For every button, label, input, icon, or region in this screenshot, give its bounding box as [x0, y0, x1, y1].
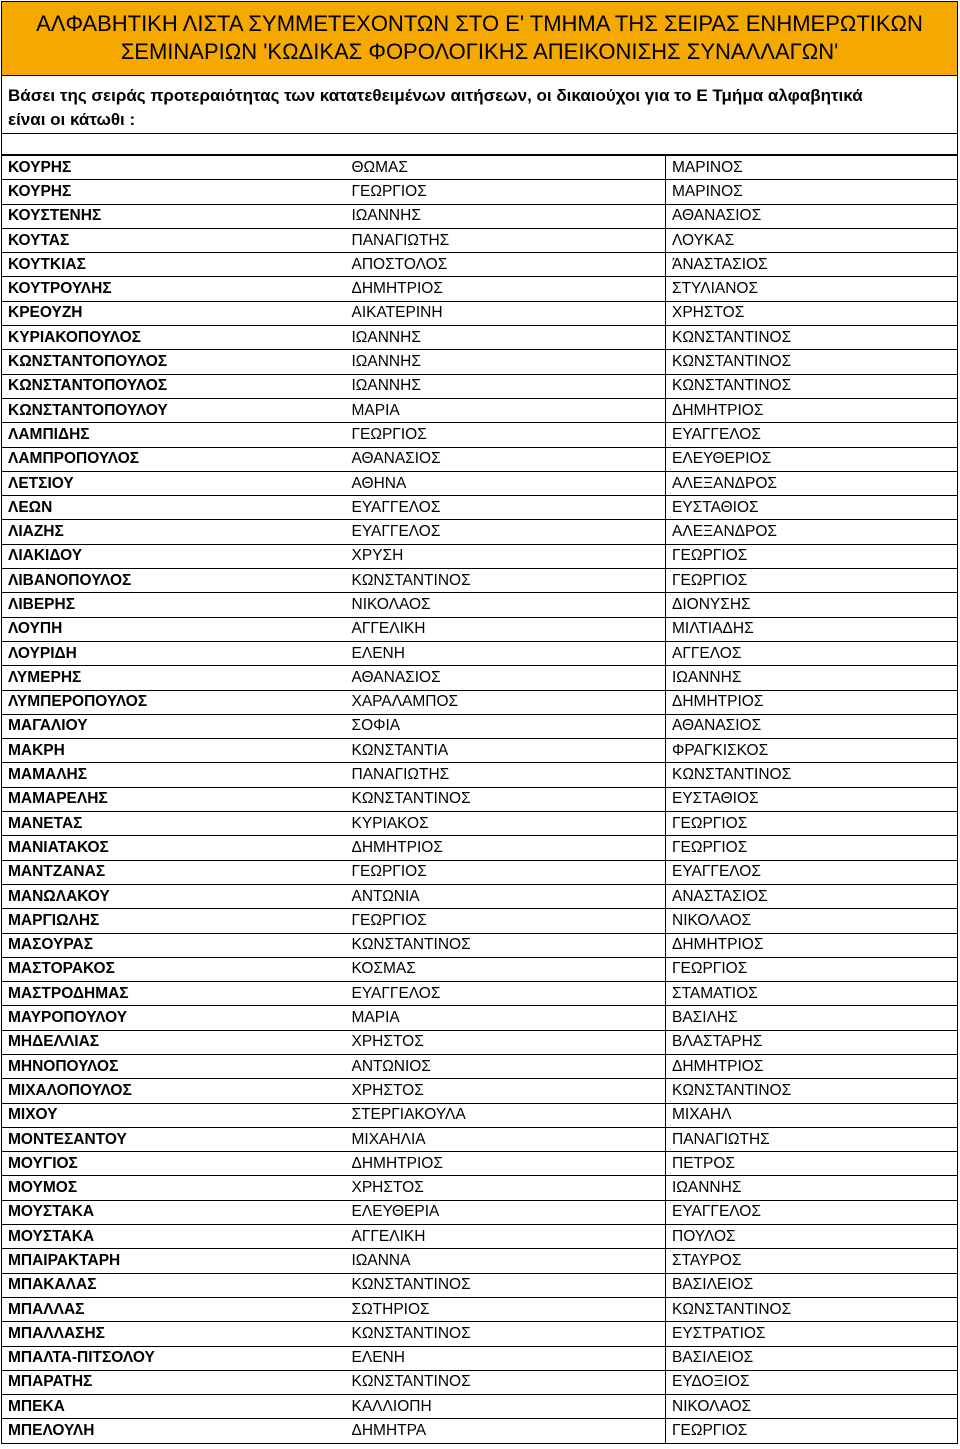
first-name-cell: ΧΡΗΣΤΟΣ — [346, 1030, 666, 1054]
surname-cell: ΜΑΓΑΛΙΟΥ — [2, 714, 346, 738]
father-name-cell: ΕΥΣΤΑΘΙΟΣ — [666, 496, 958, 520]
table-row — [2, 690, 958, 714]
father-name-cell: ΒΑΣΙΛΕΙΟΣ — [666, 1346, 958, 1370]
father-name-cell: ΕΥΑΓΓΕΛΟΣ — [666, 860, 958, 884]
table-row — [2, 1249, 958, 1273]
surname-cell: ΜΟΥΓΙΟΣ — [2, 1152, 346, 1176]
first-name-cell: ΚΩΝΣΤΑΝΤΙΝΟΣ — [346, 1370, 666, 1394]
table-row — [2, 471, 958, 495]
first-name-cell: ΧΑΡΑΛΑΜΠΟΣ — [346, 690, 666, 714]
surname-cell: ΛΙΑΖΗΣ — [2, 520, 346, 544]
table-row — [2, 1200, 958, 1224]
surname-cell: ΚΟΥΤΚΙΑΣ — [2, 253, 346, 277]
first-name-cell: ΑΝΤΩΝΙΑ — [346, 884, 666, 908]
table-row — [2, 277, 958, 301]
empty-row — [1, 134, 958, 155]
first-name-cell: ΑΝΤΩΝΙΟΣ — [346, 1054, 666, 1078]
table-row — [2, 1176, 958, 1200]
father-name-cell: ΣΤΑΥΡΟΣ — [666, 1249, 958, 1273]
surname-cell: ΜΟΥΣΤΑΚΑ — [2, 1225, 346, 1249]
table-row — [2, 350, 958, 374]
first-name-cell: ΠΑΝΑΓΙΩΤΗΣ — [346, 763, 666, 787]
first-name-cell: ΕΛΕΝΗ — [346, 1346, 666, 1370]
surname-cell: ΜΟΥΣΤΑΚΑ — [2, 1200, 346, 1224]
table-row — [2, 982, 958, 1006]
table-row — [2, 763, 958, 787]
surname-cell: ΛΕΩΝ — [2, 496, 346, 520]
first-name-cell: ΧΡΗΣΤΟΣ — [346, 1176, 666, 1200]
surname-cell: ΜΑΝΩΛΑΚΟΥ — [2, 884, 346, 908]
title-line-2: ΣΕΜΙΝΑΡΙΩΝ 'ΚΩΔΙΚΑΣ ΦΟΡΟΛΟΓΙΚΗΣ ΑΠΕΙΚΟΝΙΣΗΣ ΣΥΝΑΛΛΑΓΩΝ' — [120, 39, 839, 64]
first-name-cell: ΑΘΑΝΑΣΙΟΣ — [346, 666, 666, 690]
table-row — [2, 884, 958, 908]
table-row — [2, 423, 958, 447]
father-name-cell: ΔΗΜΗΤΡΙΟΣ — [666, 398, 958, 422]
father-name-cell: ΣΤΥΛΙΑΝΟΣ — [666, 277, 958, 301]
father-name-cell: ΓΕΩΡΓΙΟΣ — [666, 836, 958, 860]
surname-cell: ΜΑΝΤΖΑΝΑΣ — [2, 860, 346, 884]
first-name-cell: ΣΤΕΡΓΙΑΚΟΥΛΑ — [346, 1103, 666, 1127]
first-name-cell: ΣΟΦΙΑ — [346, 714, 666, 738]
first-name-cell: ΙΩΑΝΝΗΣ — [346, 374, 666, 398]
table-row — [2, 326, 958, 350]
table-row — [2, 1030, 958, 1054]
surname-cell: ΜΠΑΙΡΑΚΤΑΡΗ — [2, 1249, 346, 1273]
father-name-cell: ΜΑΡΙΝΟΣ — [666, 156, 958, 180]
surname-cell: ΚΩΝΣΤΑΝΤΟΠΟΥΛΟΥ — [2, 398, 346, 422]
first-name-cell: ΕΥΑΓΓΕΛΟΣ — [346, 520, 666, 544]
table-row — [2, 228, 958, 252]
father-name-cell: ΔΙΟΝΥΣΗΣ — [666, 593, 958, 617]
first-name-cell: ΓΕΩΡΓΙΟΣ — [346, 909, 666, 933]
surname-cell: ΜΠΑΛΛΑΣ — [2, 1297, 346, 1321]
father-name-cell: ΓΕΩΡΓΙΟΣ — [666, 569, 958, 593]
first-name-cell: ΕΥΑΓΓΕΛΟΣ — [346, 982, 666, 1006]
table-row — [2, 398, 958, 422]
table-row — [2, 520, 958, 544]
surname-cell: ΜΑΜΑΡΕΛΗΣ — [2, 787, 346, 811]
surname-cell: ΜΑΡΓΙΩΛΗΣ — [2, 909, 346, 933]
father-name-cell: ΓΕΩΡΓΙΟΣ — [666, 1419, 958, 1443]
father-name-cell: ΒΛΑΣΤΑΡΗΣ — [666, 1030, 958, 1054]
table-row — [2, 739, 958, 763]
first-name-cell: ΙΩΑΝΝΗΣ — [346, 204, 666, 228]
father-name-cell: ΔΗΜΗΤΡΙΟΣ — [666, 1054, 958, 1078]
first-name-cell: ΑΘΑΝΑΣΙΟΣ — [346, 447, 666, 471]
surname-cell: ΚΥΡΙΑΚΟΠΟΥΛΟΣ — [2, 326, 346, 350]
surname-cell: ΚΩΝΣΤΑΝΤΟΠΟΥΛΟΣ — [2, 374, 346, 398]
surname-cell: ΜΠΑΛΛΑΣΗΣ — [2, 1322, 346, 1346]
table-row — [2, 156, 958, 180]
father-name-cell: ΓΕΩΡΓΙΟΣ — [666, 957, 958, 981]
intro-text — [1, 76, 958, 134]
father-name-cell: ΕΥΔΟΞΙΟΣ — [666, 1370, 958, 1394]
first-name-cell: ΚΥΡΙΑΚΟΣ — [346, 812, 666, 836]
surname-cell: ΚΟΥΤΡΟΥΛΗΣ — [2, 277, 346, 301]
first-name-cell: ΚΩΝΣΤΑΝΤΙΝΟΣ — [346, 569, 666, 593]
table-row — [2, 933, 958, 957]
table-row — [2, 1127, 958, 1151]
father-name-cell: ΧΡΗΣΤΟΣ — [666, 301, 958, 325]
father-name-cell: ΦΡΑΓΚΙΣΚΟΣ — [666, 739, 958, 763]
table-row — [2, 1079, 958, 1103]
table-row — [2, 447, 958, 471]
table-row — [2, 1419, 958, 1443]
father-name-cell: ΑΓΓΕΛΟΣ — [666, 641, 958, 665]
surname-cell: ΜΑΝΙΑΤΑΚΟΣ — [2, 836, 346, 860]
table-row — [2, 666, 958, 690]
table-row — [2, 812, 958, 836]
spreadsheet — [1, 1, 958, 1444]
intro-line-2: είναι οι κάτωθι : — [8, 110, 136, 129]
father-name-cell: ΚΩΝΣΤΑΝΤΙΝΟΣ — [666, 350, 958, 374]
surname-cell: ΜΑΚΡΗ — [2, 739, 346, 763]
table-row — [2, 1322, 958, 1346]
surname-cell: ΜΑΣΤΟΡΑΚΟΣ — [2, 957, 346, 981]
father-name-cell: ΚΩΝΣΤΑΝΤΙΝΟΣ — [666, 763, 958, 787]
first-name-cell: ΧΡΗΣΤΟΣ — [346, 1079, 666, 1103]
intro-line-1: Βάσει της σειράς προτεραιότητας των κατατεθειμένων αιτήσεων, οι δικαιούχοι για το Ε Τμήμα αλφαβητικά — [8, 86, 863, 105]
surname-cell: ΜΑΝΕΤΑΣ — [2, 812, 346, 836]
surname-cell: ΜΙΧΑΛΟΠΟΥΛΟΣ — [2, 1079, 346, 1103]
surname-cell: ΜΑΥΡΟΠΟΥΛΟΥ — [2, 1006, 346, 1030]
first-name-cell: ΜΑΡΙΑ — [346, 1006, 666, 1030]
surname-cell: ΚΟΥΡΗΣ — [2, 180, 346, 204]
first-name-cell: ΠΑΝΑΓΙΩΤΗΣ — [346, 228, 666, 252]
first-name-cell: ΙΩΑΝΝΗΣ — [346, 350, 666, 374]
first-name-cell: ΕΥΑΓΓΕΛΟΣ — [346, 496, 666, 520]
first-name-cell: ΜΙΧΑΗΛΙΑ — [346, 1127, 666, 1151]
surname-cell: ΜΟΥΜΟΣ — [2, 1176, 346, 1200]
surname-cell: ΜΠΑΛΤΑ-ΠΙΤΣΟΛΟΥ — [2, 1346, 346, 1370]
surname-cell: ΜΗΝΟΠΟΥΛΟΣ — [2, 1054, 346, 1078]
first-name-cell: ΑΓΓΕΛΙΚΗ — [346, 1225, 666, 1249]
father-name-cell: ΔΗΜΗΤΡΙΟΣ — [666, 933, 958, 957]
table-row — [2, 301, 958, 325]
title-line-1: ΑΛΦΑΒΗΤΙΚΗ ΛΙΣΤΑ ΣΥΜΜΕΤΕΧΟΝΤΩΝ ΣΤΟ Ε' ΤΜΗΜΑ ΤΗΣ ΣΕΙΡΑΣ ΕΝΗΜΕΡΩΤΙΚΩΝ — [36, 11, 923, 36]
table-row — [2, 1346, 958, 1370]
father-name-cell: ΚΩΝΣΤΑΝΤΙΝΟΣ — [666, 374, 958, 398]
surname-cell: ΛΟΥΠΗ — [2, 617, 346, 641]
father-name-cell: ΕΥΣΤΑΘΙΟΣ — [666, 787, 958, 811]
surname-cell: ΛΙΒΕΡΗΣ — [2, 593, 346, 617]
table-row — [2, 593, 958, 617]
first-name-cell: ΚΩΝΣΤΑΝΤΙΑ — [346, 739, 666, 763]
father-name-cell: ΙΩΑΝΝΗΣ — [666, 666, 958, 690]
table-row — [2, 204, 958, 228]
first-name-cell: ΚΩΝΣΤΑΝΤΙΝΟΣ — [346, 787, 666, 811]
first-name-cell: ΑΙΚΑΤΕΡΙΝΗ — [346, 301, 666, 325]
surname-cell: ΜΠΑΡΑΤΗΣ — [2, 1370, 346, 1394]
surname-cell: ΜΑΣΟΥΡΑΣ — [2, 933, 346, 957]
first-name-cell: ΚΩΝΣΤΑΝΤΙΝΟΣ — [346, 1322, 666, 1346]
father-name-cell: ΠΑΝΑΓΙΩΤΗΣ — [666, 1127, 958, 1151]
father-name-cell: ΚΩΝΣΤΑΝΤΙΝΟΣ — [666, 1079, 958, 1103]
surname-cell: ΜΠΕΛΟΥΛΗ — [2, 1419, 346, 1443]
first-name-cell: ΑΘΗΝΑ — [346, 471, 666, 495]
surname-cell: ΜΟΝΤΕΣΑΝΤΟΥ — [2, 1127, 346, 1151]
first-name-cell: ΝΙΚΟΛΑΟΣ — [346, 593, 666, 617]
father-name-cell: ΣΤΑΜΑΤΙΟΣ — [666, 982, 958, 1006]
table-row — [2, 617, 958, 641]
table-row — [2, 1006, 958, 1030]
surname-cell: ΛΙΑΚΙΔΟΥ — [2, 544, 346, 568]
father-name-cell: ΑΘΑΝΑΣΙΟΣ — [666, 714, 958, 738]
father-name-cell: ΜΙΛΤΙΑΔΗΣ — [666, 617, 958, 641]
table-row — [2, 569, 958, 593]
first-name-cell: ΓΕΩΡΓΙΟΣ — [346, 423, 666, 447]
father-name-cell: ΝΙΚΟΛΑΟΣ — [666, 909, 958, 933]
first-name-cell: ΜΑΡΙΑ — [346, 398, 666, 422]
first-name-cell: ΚΟΣΜΑΣ — [346, 957, 666, 981]
table-row — [2, 1054, 958, 1078]
first-name-cell: ΘΩΜΑΣ — [346, 156, 666, 180]
table-row — [2, 496, 958, 520]
surname-cell: ΛΥΜΠΕΡΟΠΟΥΛΟΣ — [2, 690, 346, 714]
table-row — [2, 1395, 958, 1419]
father-name-cell: ΛΟΥΚΑΣ — [666, 228, 958, 252]
father-name-cell: ΑΛΕΞΑΝΔΡΟΣ — [666, 471, 958, 495]
participants-table — [1, 155, 958, 1444]
first-name-cell: ΙΩΑΝΝΑ — [346, 1249, 666, 1273]
first-name-cell: ΕΛΕΝΗ — [346, 641, 666, 665]
first-name-cell: ΣΩΤΗΡΙΟΣ — [346, 1297, 666, 1321]
father-name-cell: ΝΙΚΟΛΑΟΣ — [666, 1395, 958, 1419]
father-name-cell: ΆΝΑΣΤΑΣΙΟΣ — [666, 253, 958, 277]
surname-cell: ΛΥΜΕΡΗΣ — [2, 666, 346, 690]
first-name-cell: ΧΡΥΣΗ — [346, 544, 666, 568]
surname-cell: ΜΠΑΚΑΛΑΣ — [2, 1273, 346, 1297]
table-row — [2, 787, 958, 811]
table-row — [2, 253, 958, 277]
table-row — [2, 544, 958, 568]
first-name-cell: ΓΕΩΡΓΙΟΣ — [346, 180, 666, 204]
first-name-cell: ΑΓΓΕΛΙΚΗ — [346, 617, 666, 641]
father-name-cell: ΑΘΑΝΑΣΙΟΣ — [666, 204, 958, 228]
first-name-cell: ΔΗΜΗΤΡΙΟΣ — [346, 277, 666, 301]
father-name-cell: ΙΩΑΝΝΗΣ — [666, 1176, 958, 1200]
surname-cell: ΜΑΜΑΛΗΣ — [2, 763, 346, 787]
table-row — [2, 714, 958, 738]
father-name-cell: ΕΥΑΓΓΕΛΟΣ — [666, 423, 958, 447]
surname-cell: ΚΩΝΣΤΑΝΤΟΠΟΥΛΟΣ — [2, 350, 346, 374]
table-row — [2, 1297, 958, 1321]
father-name-cell: ΑΝΑΣΤΑΣΙΟΣ — [666, 884, 958, 908]
table-row — [2, 1225, 958, 1249]
first-name-cell: ΔΗΜΗΤΡΑ — [346, 1419, 666, 1443]
surname-cell: ΜΠΕΚΑ — [2, 1395, 346, 1419]
table-row — [2, 1370, 958, 1394]
father-name-cell: ΒΑΣΙΛΗΣ — [666, 1006, 958, 1030]
father-name-cell: ΕΥΣΤΡΑΤΙΟΣ — [666, 1322, 958, 1346]
first-name-cell: ΚΩΝΣΤΑΝΤΙΝΟΣ — [346, 1273, 666, 1297]
father-name-cell: ΒΑΣΙΛΕΙΟΣ — [666, 1273, 958, 1297]
father-name-cell: ΔΗΜΗΤΡΙΟΣ — [666, 690, 958, 714]
table-row — [2, 860, 958, 884]
surname-cell: ΛΕΤΣΙΟΥ — [2, 471, 346, 495]
surname-cell: ΚΟΥΡΗΣ — [2, 156, 346, 180]
table-row — [2, 836, 958, 860]
father-name-cell: ΠΟΥΛΟΣ — [666, 1225, 958, 1249]
title-banner — [1, 1, 958, 76]
surname-cell: ΜΗΔΕΛΛΙΑΣ — [2, 1030, 346, 1054]
first-name-cell: ΚΩΝΣΤΑΝΤΙΝΟΣ — [346, 933, 666, 957]
first-name-cell: ΔΗΜΗΤΡΙΟΣ — [346, 836, 666, 860]
father-name-cell: ΓΕΩΡΓΙΟΣ — [666, 812, 958, 836]
father-name-cell: ΕΛΕΥΘΕΡΙΟΣ — [666, 447, 958, 471]
table-row — [2, 180, 958, 204]
first-name-cell: ΕΛΕΥΘΕΡΙΑ — [346, 1200, 666, 1224]
surname-cell: ΛΑΜΠΡΟΠΟΥΛΟΣ — [2, 447, 346, 471]
first-name-cell: ΚΑΛΛΙΟΠΗ — [346, 1395, 666, 1419]
surname-cell: ΚΟΥΤΑΣ — [2, 228, 346, 252]
first-name-cell: ΙΩΑΝΝΗΣ — [346, 326, 666, 350]
surname-cell: ΛΟΥΡΙΔΗ — [2, 641, 346, 665]
father-name-cell: ΜΙΧΑΗΛ — [666, 1103, 958, 1127]
father-name-cell: ΕΥΑΓΓΕΛΟΣ — [666, 1200, 958, 1224]
first-name-cell: ΓΕΩΡΓΙΟΣ — [346, 860, 666, 884]
father-name-cell: ΠΕΤΡΟΣ — [666, 1152, 958, 1176]
table-row — [2, 957, 958, 981]
table-row — [2, 1103, 958, 1127]
table-row — [2, 1152, 958, 1176]
surname-cell: ΚΟΥΣΤΕΝΗΣ — [2, 204, 346, 228]
first-name-cell: ΑΠΟΣΤΟΛΟΣ — [346, 253, 666, 277]
surname-cell: ΜΑΣΤΡΟΔΗΜΑΣ — [2, 982, 346, 1006]
table-row — [2, 909, 958, 933]
table-row — [2, 641, 958, 665]
father-name-cell: ΓΕΩΡΓΙΟΣ — [666, 544, 958, 568]
first-name-cell: ΔΗΜΗΤΡΙΟΣ — [346, 1152, 666, 1176]
father-name-cell: ΚΩΝΣΤΑΝΤΙΝΟΣ — [666, 1297, 958, 1321]
surname-cell: ΚΡΕΟΥΖΗ — [2, 301, 346, 325]
father-name-cell: ΜΑΡΙΝΟΣ — [666, 180, 958, 204]
surname-cell: ΛΙΒΑΝΟΠΟΥΛΟΣ — [2, 569, 346, 593]
table-row — [2, 1273, 958, 1297]
table-row — [2, 374, 958, 398]
father-name-cell: ΚΩΝΣΤΑΝΤΙΝΟΣ — [666, 326, 958, 350]
father-name-cell: ΑΛΕΞΑΝΔΡΟΣ — [666, 520, 958, 544]
surname-cell: ΛΑΜΠΙΔΗΣ — [2, 423, 346, 447]
surname-cell: ΜΙΧΟΥ — [2, 1103, 346, 1127]
